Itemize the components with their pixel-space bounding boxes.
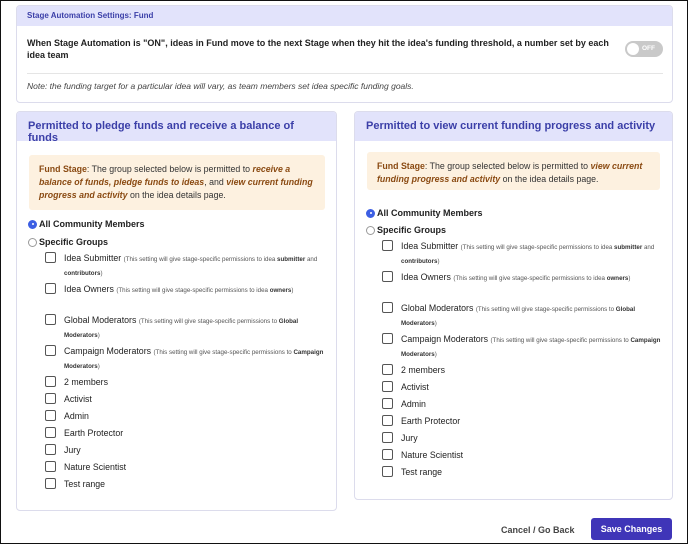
- radio-label: Specific Groups: [377, 225, 447, 235]
- group-label: Jury: [401, 433, 418, 443]
- all-community-members-radio[interactable]: [28, 219, 145, 229]
- notice-emphasis: receive a balance of funds, pledge funds to ideas: [39, 164, 291, 187]
- group-label: Jury: [64, 445, 81, 455]
- checkbox[interactable]: [382, 333, 393, 344]
- checkbox[interactable]: [382, 271, 393, 282]
- checkbox[interactable]: [382, 302, 393, 313]
- notice-stage-label: Fund Stage: [377, 161, 425, 171]
- notice-text: , and: [204, 177, 227, 187]
- stage-automation-card: [16, 5, 673, 103]
- checkbox[interactable]: [382, 240, 393, 251]
- group-hint: (This setting will give stage-specific permissions to idea owners): [116, 287, 294, 294]
- group-hint: (This setting will give stage-specific permissions to idea submitter and contributors): [64, 256, 318, 277]
- group-label: Admin: [401, 399, 426, 409]
- checkbox[interactable]: [45, 314, 56, 325]
- group-label: Global Moderators: [401, 303, 474, 313]
- pledge-panel-title: Permitted to pledge funds and receive a balance of funds: [17, 112, 336, 141]
- automation-description: When Stage Automation is "ON", ideas in Fund move to the next Stage when they hit the idea's funding threshold, a number set by each idea team: [27, 38, 609, 60]
- radio-selected-icon: [28, 220, 37, 229]
- notice-text: : The group selected below is permitted to: [86, 164, 253, 174]
- specific-groups-radio[interactable]: [366, 225, 446, 235]
- checkbox[interactable]: [382, 449, 393, 460]
- checkbox[interactable]: [382, 398, 393, 409]
- notice-emphasis: view current funding progress and activity: [377, 161, 643, 184]
- group-label: Campaign Moderators: [64, 346, 152, 356]
- group-hint: (This setting will give stage-specific permissions to Global Moderators): [64, 318, 299, 339]
- notice-text: on the idea details page.: [127, 190, 226, 200]
- toggle-state-label: OFF: [642, 45, 655, 52]
- checkbox[interactable]: [45, 376, 56, 387]
- group-label: Activist: [401, 382, 429, 392]
- checkbox[interactable]: [45, 345, 56, 356]
- group-item-test-range[interactable]: [45, 478, 325, 490]
- checkbox[interactable]: [45, 410, 56, 421]
- checkbox[interactable]: [45, 461, 56, 472]
- group-label: Nature Scientist: [64, 462, 127, 472]
- radio-label: All Community Members: [39, 219, 145, 229]
- group-label: Nature Scientist: [401, 450, 464, 460]
- group-item-earth-protector[interactable]: [382, 415, 667, 427]
- group-label: Earth Protector: [64, 428, 124, 438]
- group-item-campaign-moderators[interactable]: [382, 333, 667, 359]
- group-hint: (This setting will give stage-specific permissions to Global Moderators): [401, 306, 636, 327]
- notice-text: : The group selected below is permitted to: [424, 161, 591, 171]
- group-item-idea-submitter[interactable]: [382, 240, 667, 266]
- checkbox[interactable]: [382, 415, 393, 426]
- checkbox[interactable]: [45, 478, 56, 489]
- group-label: Global Moderators: [64, 315, 137, 325]
- group-item-idea-owners[interactable]: [382, 271, 667, 297]
- checkbox[interactable]: [45, 252, 56, 263]
- radio-label: Specific Groups: [39, 237, 109, 247]
- save-changes-button[interactable]: Save Changes: [591, 518, 672, 540]
- group-item-admin[interactable]: [45, 410, 325, 422]
- pledge-notice: [29, 155, 325, 210]
- radio-empty-icon: [28, 238, 37, 247]
- view-notice: [367, 152, 660, 190]
- view-panel-title: Permitted to view current funding progress and activity: [355, 112, 672, 141]
- group-label: Admin: [64, 411, 89, 421]
- radio-empty-icon: [366, 226, 375, 235]
- group-item-idea-submitter[interactable]: [45, 252, 325, 278]
- group-item-nature-scientist[interactable]: [45, 461, 325, 473]
- checkbox[interactable]: [382, 466, 393, 477]
- checkbox[interactable]: [45, 427, 56, 438]
- group-item-activist[interactable]: [45, 393, 325, 405]
- group-item-idea-owners[interactable]: [45, 283, 325, 309]
- group-hint: (This setting will give stage-specific permissions to idea submitter and contributors): [401, 244, 655, 265]
- notice-text: on the idea details page.: [500, 174, 599, 184]
- group-hint: (This setting will give stage-specific permissions to Campaign Moderators): [64, 349, 324, 370]
- group-label: Idea Owners: [64, 284, 114, 294]
- group-item-jury[interactable]: [45, 444, 325, 456]
- group-item-2-members[interactable]: [45, 376, 325, 388]
- group-label: Campaign Moderators: [401, 334, 489, 344]
- group-hint: (This setting will give stage-specific permissions to Campaign Moderators): [401, 337, 661, 358]
- group-item-jury[interactable]: [382, 432, 667, 444]
- group-label: Test range: [64, 479, 106, 489]
- checkbox[interactable]: [45, 393, 56, 404]
- group-label: 2 members: [64, 377, 108, 387]
- group-item-test-range[interactable]: [382, 466, 667, 478]
- group-label: 2 members: [401, 365, 445, 375]
- radio-label: All Community Members: [377, 208, 483, 218]
- notice-emphasis: view current funding progress and activity: [39, 177, 313, 200]
- group-item-2-members[interactable]: [382, 364, 667, 376]
- group-label: Earth Protector: [401, 416, 461, 426]
- stage-automation-toggle[interactable]: [625, 41, 663, 57]
- group-item-global-moderators[interactable]: [382, 302, 667, 328]
- checkbox[interactable]: [382, 381, 393, 392]
- specific-groups-radio[interactable]: [28, 237, 108, 247]
- toggle-knob: [627, 43, 639, 55]
- checkbox[interactable]: [45, 283, 56, 294]
- group-label: Idea Submitter: [64, 253, 122, 263]
- group-label: Activist: [64, 394, 92, 404]
- group-item-admin[interactable]: [382, 398, 667, 410]
- group-label: Idea Submitter: [401, 241, 459, 251]
- group-label: Idea Owners: [401, 272, 451, 282]
- radio-selected-icon: [366, 209, 375, 218]
- stage-automation-header: Stage Automation Settings: Fund: [17, 6, 672, 26]
- group-list: [45, 252, 325, 495]
- group-label: Test range: [401, 467, 443, 477]
- funding-note: Note: the funding target for a particular idea will vary, as team members set idea specific funding goals.: [27, 81, 414, 91]
- checkbox[interactable]: [45, 444, 56, 455]
- group-list: [382, 240, 667, 483]
- divider: [27, 73, 663, 74]
- checkbox[interactable]: [382, 432, 393, 443]
- group-item-global-moderators[interactable]: [45, 314, 325, 340]
- group-item-nature-scientist[interactable]: [382, 449, 667, 461]
- group-item-campaign-moderators[interactable]: [45, 345, 325, 371]
- notice-stage-label: Fund Stage: [39, 164, 87, 174]
- cancel-go-back-link[interactable]: Cancel / Go Back: [501, 525, 575, 535]
- group-hint: (This setting will give stage-specific permissions to idea owners): [453, 275, 631, 282]
- checkbox[interactable]: [382, 364, 393, 375]
- all-community-members-radio[interactable]: [366, 208, 483, 218]
- group-item-activist[interactable]: [382, 381, 667, 393]
- group-item-earth-protector[interactable]: [45, 427, 325, 439]
- view-permissions-panel: [354, 111, 673, 500]
- pledge-permissions-panel: [16, 111, 337, 511]
